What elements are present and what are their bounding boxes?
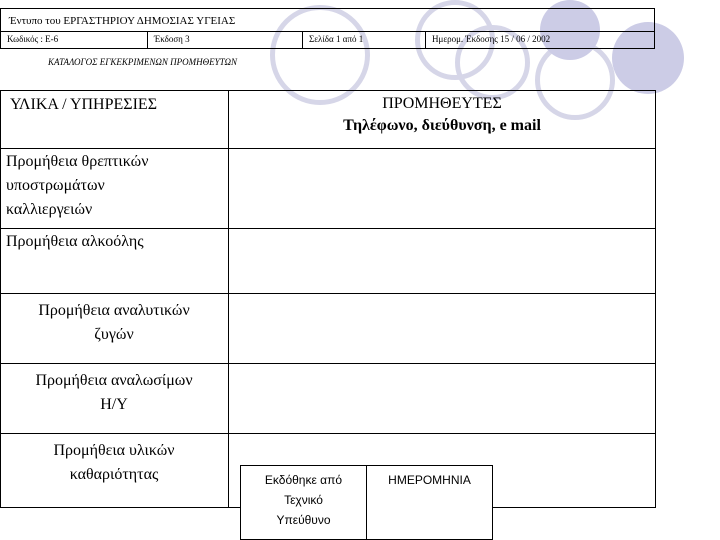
issued-by-line: Τεχνικό <box>284 493 323 507</box>
row-line: Η/Υ <box>100 396 128 413</box>
issued-by-box <box>240 465 367 540</box>
date-box <box>366 465 493 540</box>
row-line: καθαριότητας <box>69 466 159 483</box>
row-line: Προμήθεια θρεπτικών <box>6 153 149 170</box>
form-title-text: Έντυπο του ΕΡΓΑΣΤΗΡΙΟΥ ΔΗΜΟΣΙΑΣ ΥΓΕΙΑΣ <box>9 15 236 27</box>
issued-by-line: Εκδόθηκε από <box>264 473 343 487</box>
column-header-materials: ΥΛΙΚΑ / ΥΠΗΡΕΣΙΕΣ <box>10 96 157 113</box>
form-edition: Έκδοση 3 <box>154 34 190 44</box>
form-issue-date: Ημερομ. Έκδοσης 15 / 06 / 2002 <box>432 34 551 44</box>
form-issue-date-cell <box>425 31 655 49</box>
table-column-divider <box>228 90 229 508</box>
row-line: Προμήθεια αλκοόλης <box>6 233 144 250</box>
row-line: ζυγών <box>94 326 134 343</box>
form-code: Κωδικός : Ε-6 <box>7 34 59 44</box>
table-row-divider <box>0 363 656 364</box>
document-subtitle: ΚΑΤΑΛΟΓΟΣ ΕΓΚΕΚΡΙΜΕΝΩΝ ΠΡΟΜΗΘΕΥΤΩΝ <box>48 57 237 67</box>
issued-by-line: Υπεύθυνο <box>276 513 331 527</box>
table-header-divider <box>0 148 656 149</box>
row-line: υποστρωμάτων <box>6 177 105 194</box>
column-header-suppliers <box>230 93 654 137</box>
suppliers-title: ΠΡΟΜΗΘΕΥΤΕΣ <box>382 95 502 112</box>
form-page: Σελίδα 1 από 1 <box>309 34 364 44</box>
table-row-cell <box>6 150 226 222</box>
form-page-cell <box>302 31 426 49</box>
form-edition-cell <box>147 31 303 49</box>
date-label: ΗΜΕΡΟΜΗΝΙΑ <box>388 473 471 487</box>
row-line: Προμήθεια υλικών <box>53 442 175 459</box>
row-line: καλλιεργειών <box>6 201 93 218</box>
row-line: Προμήθεια αναλωσίμων <box>35 372 193 389</box>
table-row-divider <box>0 293 656 294</box>
table-row-divider <box>0 228 656 229</box>
table-row-cell <box>0 369 228 417</box>
suppliers-subtitle: Τηλέφωνο, διεύθυνση, e mail <box>343 117 541 134</box>
form-code-cell <box>0 31 148 49</box>
table-row-cell <box>6 230 226 254</box>
table-row-divider <box>0 433 656 434</box>
table-row-cell <box>0 299 228 347</box>
table-row-cell <box>0 439 228 487</box>
row-line: Προμήθεια αναλυτικών <box>38 302 190 319</box>
form-title <box>0 8 655 32</box>
